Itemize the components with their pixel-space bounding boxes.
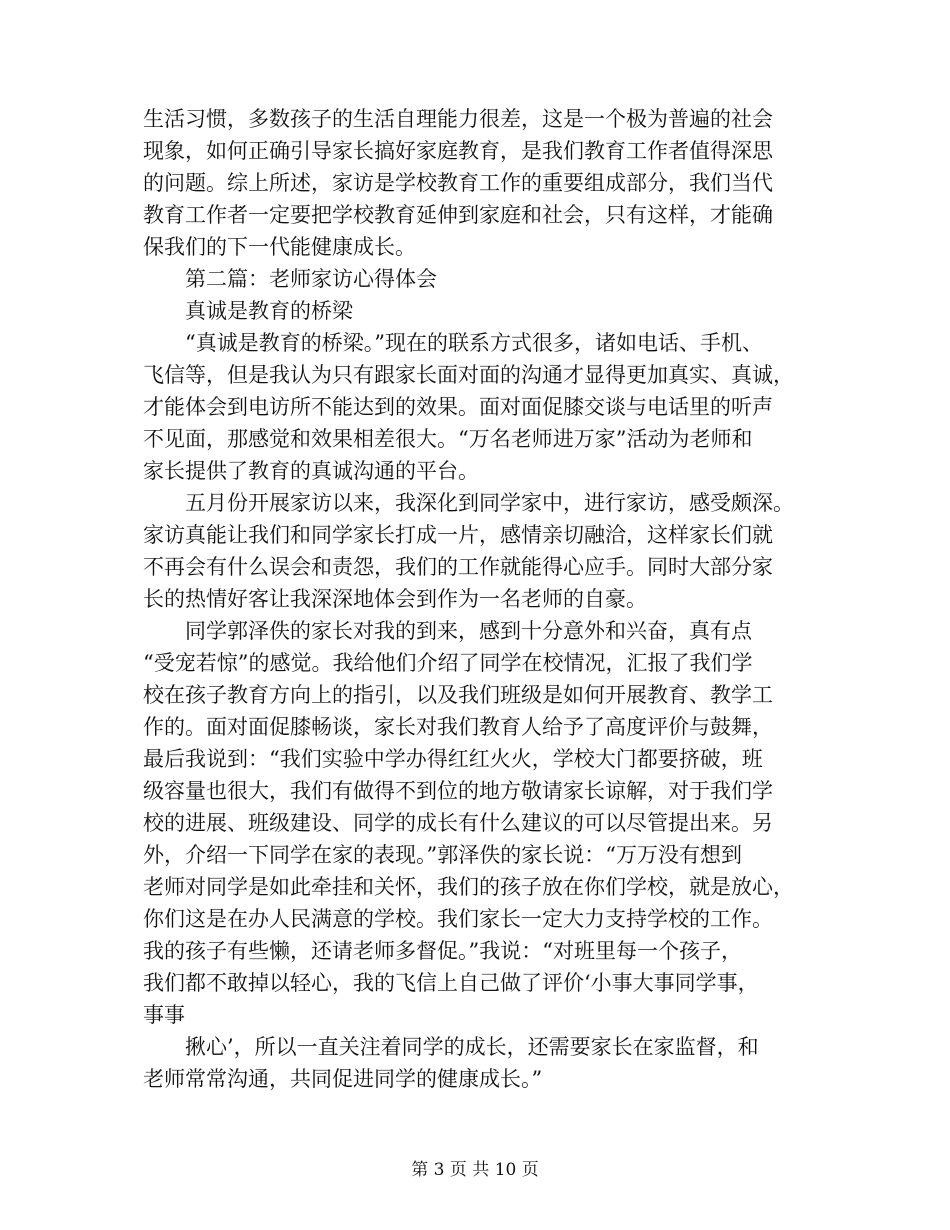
text-line: 我们都不敢掉以轻心，我的飞信上自己做了评价‘小事大事同学事，: [143, 971, 759, 995]
text-line: 家访真能让我们和同学家长打成一片，感情亲切融洽，这样家长们就: [143, 523, 773, 547]
text-line: 同学郭泽佚的家长对我的到来，感到十分意外和兴奋，真有点: [185, 619, 752, 643]
text-line: 保我们的下一代能健康成长。: [143, 235, 416, 259]
text-line: 才能体会到电访所不能达到的效果。面对面促膝交谈与电话里的听声: [143, 395, 773, 419]
text-line: 我的孩子有些懒，还请老师多督促。”我说：“对班里每一个孩子，: [143, 939, 742, 963]
text-line: 作的。面对面促膝畅谈，家长对我们教育人给予了高度评价与鼓舞，: [143, 715, 773, 739]
text-line: 最后我说到：“我们实验中学办得红红火火，学校大门都要挤破，班: [143, 747, 763, 771]
text-line: 校的进展、班级建设、同学的成长有什么建议的可以尽管提出来。另: [143, 811, 773, 835]
text-line: 现象，如何正确引导家长搞好家庭教育，是我们教育工作者值得深思: [143, 139, 773, 163]
text-line: 校在孩子教育方向上的指引，以及我们班级是如何开展教育、教学工: [143, 683, 773, 707]
text-line: 五月份开展家访以来，我深化到同学家中，进行家访，感受颇深。: [185, 491, 794, 515]
text-line: 级容量也很大，我们有做得不到位的地方敬请家长谅解，对于我们学: [143, 779, 773, 803]
text-line: 老师常常沟通，共同促进同学的健康成长。”: [143, 1067, 543, 1091]
text-line: 你们这是在办人民满意的学校。我们家长一定大力支持学校的工作。: [143, 907, 773, 931]
text-line: 家长提供了教育的真诚沟通的平台。: [143, 459, 479, 483]
text-line: 教育工作者一定要把学校教育延伸到家庭和社会，只有这样，才能确: [143, 203, 773, 227]
page-footer: [0, 1155, 950, 1180]
text-line: 生活习惯，多数孩子的生活自理能力很差，这是一个极为普遍的社会: [143, 107, 773, 131]
text-line: 长的热情好客让我深深地体会到作为一名老师的自豪。: [143, 587, 647, 611]
text-line: 事事: [143, 1003, 185, 1027]
text-line: 的问题。综上所述，家访是学校教育工作的重要组成部分，我们当代: [143, 171, 773, 195]
text-line: “受宠若惊”的感觉。我给他们介绍了同学在校情况，汇报了我们学: [143, 651, 753, 675]
text-line: 揪心’，所以一直关注着同学的成长，还需要家长在家监督，和: [185, 1035, 759, 1059]
section-heading: 第二篇：老师家访心得体会: [185, 267, 437, 291]
text-line: 老师对同学是如此牵挂和关怀，我们的孩子放在你们学校，就是放心，: [143, 875, 794, 899]
text-line: 外，介绍一下同学在家的表现。”郭泽佚的家长说：“万万没有想到: [143, 843, 742, 867]
text-line: “真诚是教育的桥梁。”现在的联系方式很多，诸如电话、手机、: [185, 331, 763, 355]
section-subtitle: 真诚是教育的桥梁: [185, 299, 353, 323]
page-number-label: 第 3 页 共 10 页: [411, 1160, 539, 1180]
document-body: [143, 103, 808, 1095]
text-line: 不再会有什么误会和责怨，我们的工作就能得心应手。同时大部分家: [143, 555, 773, 579]
text-line: 飞信等，但是我认为只有跟家长面对面的沟通才显得更加真实、真诚，: [143, 363, 794, 387]
text-line: 不见面，那感觉和效果相差很大。“万名老师进万家”活动为老师和: [143, 427, 753, 451]
